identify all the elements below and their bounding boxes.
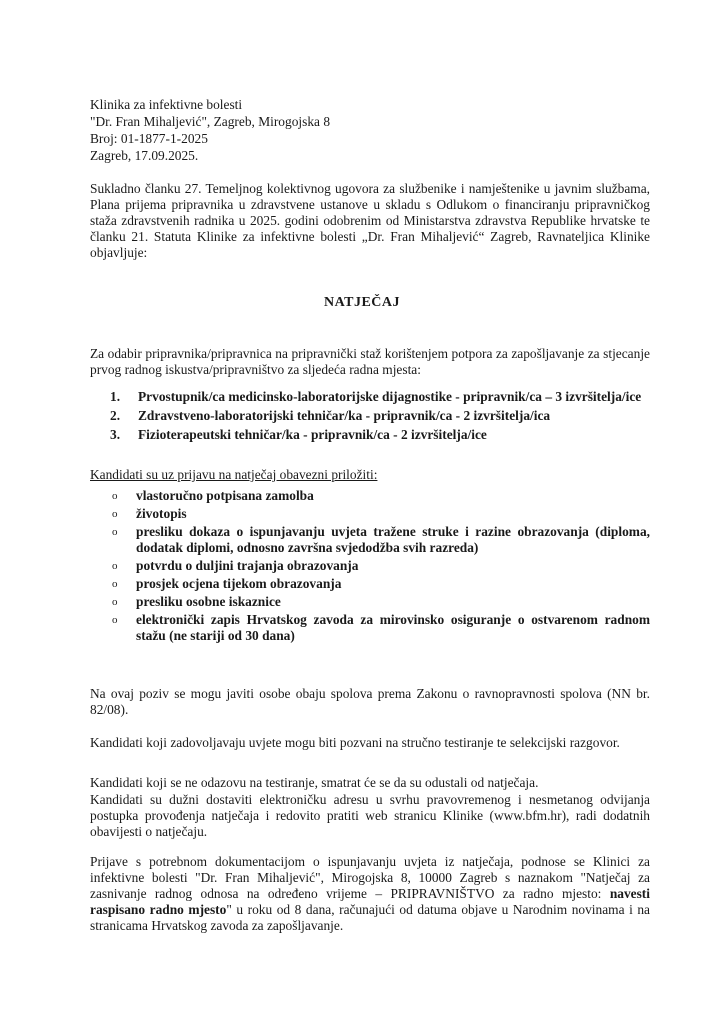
email-paragraph: Kandidati su dužni dostaviti elektroničku adresu u svrhu pravovremenog i nesmetanog odvijanja postupka provođenja natječaja i redovito pratiti web stranicu Klinike (www.bfm.hr), radi dodatnih obavijesti o natječaju. (90, 792, 650, 839)
application-paragraph (90, 854, 650, 934)
intro-paragraph: Sukladno članku 27. Temeljnog kolektivnog ugovora za službenike i namještenike u javnim službama, Plana prijema pripravnika u zdravstvene ustanove u skladu s Odlukom o financiranju pripravničkog staža zdravstvenih radnika u 2025. godini odobrenim od Ministarstva zdravstva Republike hrvatske te članku 21. Statuta Klinike za infektivne bolesti „Dr. Fran Mihaljević“ Zagreb, Ravnateljica Klinike objavljuje: (90, 181, 650, 260)
document-text: životopis (136, 506, 187, 521)
documents-heading: Kandidati su uz prijavu na natječaj obavezni priložiti: (90, 467, 378, 482)
bullet-icon: o (112, 596, 118, 608)
document-item (112, 488, 650, 504)
document-item (112, 506, 650, 522)
position-item (110, 408, 650, 424)
application-text-start: Prijave s potrebnom dokumentacijom o ispunjavanju uvjeta iz natječaja, podnose se Klinici za infektivne bolesti "Dr. Fran Mihaljević", Mirogojska 8, 10000 Zagreb s naznakom "Natječaj za zasnivanje radnog odnosa na određeno vrijeme – PRIPRAVNIŠTVO za radno mjesto: (90, 854, 650, 901)
position-number: 3. (110, 427, 121, 442)
document-item (112, 612, 650, 644)
position-text: Fizioterapeutski tehničar/ka - pripravnik/ca - 2 izvršitelja/ice (138, 427, 487, 442)
document-item (112, 558, 650, 574)
position-text: Prvostupnik/ca medicinsko-laboratorijske dijagnostike - pripravnik/ca – 3 izvršitelja/ice (138, 389, 642, 404)
bullet-icon: o (112, 578, 118, 590)
document-text: vlastoručno potpisana zamolba (136, 488, 314, 503)
application-text-end: " u roku od 8 dana, računajući od datuma objave u Narodnim novinama i na stranicama Hrvatskog zavoda za zapošljavanje. (90, 902, 650, 933)
document-item (112, 576, 650, 592)
position-number: 1. (110, 389, 121, 404)
document-item (112, 524, 650, 556)
bullet-icon: o (112, 526, 118, 538)
positions-list (110, 389, 650, 446)
position-item (110, 427, 650, 443)
document-text: elektronički zapis Hrvatskog zavoda za mirovinsko osiguranje o ostvarenom radnom stažu (ne stariji od 30 dana) (136, 612, 650, 643)
document-text: presliku dokaza o ispunjavanju uvjeta tražene struke i razine obrazovanja (diploma, dodatak diplomi, odnosno završna svjedodžba svih razreda) (136, 524, 650, 555)
document-text: potvrdu o duljini trajanja obrazovanja (136, 558, 359, 573)
equality-paragraph: Na ovaj poziv se mogu javiti osobe obaju spolova prema Zakonu o ravnopravnosti spolova (NN br. 82/08). (90, 686, 650, 717)
bullet-icon: o (112, 490, 118, 502)
reference-number: Broj: 01-1877-1-2025 (90, 131, 208, 146)
institution-address: "Dr. Fran Mihaljević", Zagreb, Mirogojska 8 (90, 114, 331, 129)
call-paragraph: Za odabir pripravnika/pripravnica na pripravnički staž korištenjem potpora za zapošljavanje za stjecanje prvog radnog iskustva/pripravništvo za sljedeća radna mjesta: (90, 346, 650, 377)
letter-date: Zagreb, 17.09.2025. (90, 148, 199, 163)
bullet-icon: o (112, 614, 118, 626)
document-title: NATJEČAJ (323, 295, 401, 310)
document-item (112, 594, 650, 610)
position-text: Zdravstveno-laboratorijski tehničar/ka - pripravnik/ca - 2 izvršitelja/ica (138, 408, 551, 423)
bullet-icon: o (112, 508, 118, 520)
institution-name: Klinika za infektivne bolesti (90, 97, 243, 112)
no-show-paragraph: Kandidati koji se ne odazovu na testiranje, smatrat će se da su odustali od natječaja. (90, 775, 539, 790)
position-item (110, 389, 650, 405)
position-number: 2. (110, 408, 121, 423)
application-position-placeholder: navesti raspisano radno mjesto (90, 886, 650, 917)
bullet-icon: o (112, 560, 118, 572)
documents-list (112, 488, 650, 646)
testing-paragraph: Kandidati koji zadovoljavaju uvjete mogu biti pozvani na stručno testiranje te selekcijski razgovor. (90, 735, 620, 750)
document-text: prosjek ocjena tijekom obrazovanja (136, 576, 342, 591)
letter-header (90, 96, 650, 164)
document-text: presliku osobne iskaznice (136, 594, 281, 609)
